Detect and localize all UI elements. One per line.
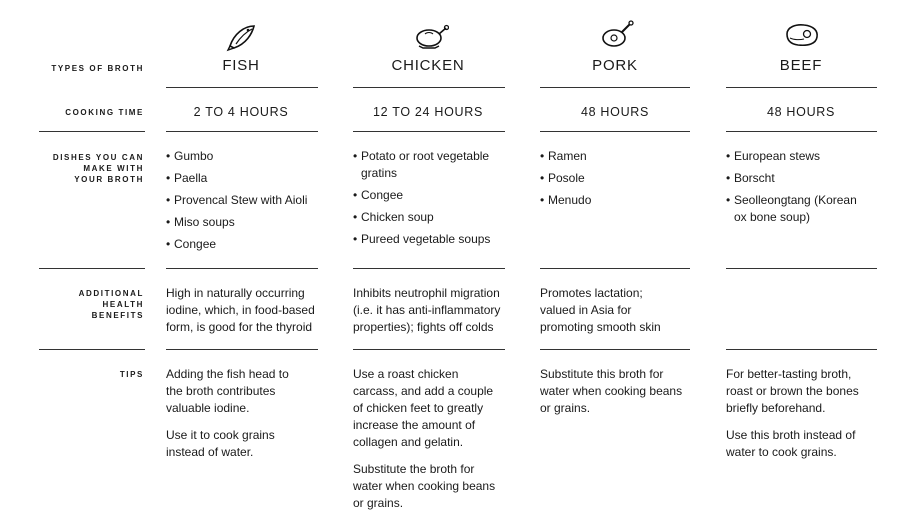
list-item: • Provencal Stew with Aioli [166,192,321,209]
cooking-time: 2 TO 4 HOURS [193,105,289,119]
row-label-cooking-time: COOKING TIME [65,108,144,117]
divider [166,349,318,350]
divider [353,131,505,132]
row-label-health [79,288,144,321]
divider [166,268,318,269]
divider [726,131,877,132]
dishes-list [166,148,321,258]
row-label-tips: TIPS [119,370,144,379]
divider [166,131,318,132]
pork-icon [600,20,634,50]
list-item: • Borscht [726,170,866,187]
list-item: • Chicken soup [353,209,503,226]
list-item: • European stews [726,148,866,165]
row-label-health-line: ADDITIONAL [78,289,144,298]
tips-text [726,366,876,471]
divider [726,349,877,350]
column-title: CHICKEN [391,57,465,74]
list-item: • Seolleongtang (Korean ox bone soup) [726,192,866,226]
cooking-time: 48 HOURS [766,105,836,119]
tip-paragraph: Substitute the broth for water when cooking beans or grains. [353,462,496,510]
divider [540,268,690,269]
list-item: • Pureed vegetable soups [353,231,503,248]
list-item: • Potato or root vegetable gratins [353,148,503,182]
tips-text [540,366,690,427]
chicken-icon [413,24,449,50]
row-label-dishes-line: DISHES YOU CAN [52,153,144,162]
divider [39,268,145,269]
row-label-health-line: BENEFITS [91,311,144,320]
divider [726,87,877,88]
divider [39,131,145,132]
health-text: Promotes lactation; valued in Asia for promoting smooth skin [540,286,661,334]
row-label-dishes-line: MAKE WITH [83,164,144,173]
tip-paragraph: Use this broth instead of water to cook grains. [726,428,856,459]
column-title: BEEF [779,57,823,74]
divider [540,87,690,88]
cooking-time: 12 TO 24 HOURS [372,105,484,119]
cooking-time: 48 HOURS [580,105,650,119]
tip-paragraph: Adding the fish head to the broth contributes valuable iodine. [166,367,289,415]
row-label-dishes [53,152,144,185]
divider [540,131,690,132]
tips-text [166,366,306,471]
row-label-dishes-line: YOUR BROTH [74,175,144,184]
divider [726,268,877,269]
divider [353,87,505,88]
list-item: • Gumbo [166,148,321,165]
divider [166,87,318,88]
tip-paragraph: For better-tasting broth, roast or brown the bones briefly beforehand. [726,367,859,415]
tip-paragraph: Use a roast chicken carcass, and add a couple of chicken feet to greatly increase the amount of collagen and gelatin. [353,367,494,449]
column-title: PORK [592,57,638,74]
divider [353,349,505,350]
list-item: • Congee [166,236,321,253]
dishes-list [540,148,695,214]
list-item: • Ramen [540,148,695,165]
divider [39,349,145,350]
divider [353,268,505,269]
list-item: • Miso soups [166,214,321,231]
column-title: FISH [222,57,260,74]
list-item: • Menudo [540,192,695,209]
list-item: • Paella [166,170,321,187]
list-item: • Congee [353,187,503,204]
beef-icon [784,22,820,48]
divider [540,349,690,350]
tip-paragraph: Use it to cook grains instead of water. [166,428,275,459]
health-text: Inhibits neutrophil migration (i.e. it has anti-inflammatory properties); fights off colds [353,286,501,334]
dishes-list [353,148,503,253]
health-text: High in naturally occurring iodine, which, in food-based form, is good for the thyroid [166,286,315,334]
row-label-health-line: HEALTH [102,300,144,309]
fish-icon [226,20,258,52]
row-label-types: TYPES OF BROTH [51,64,144,73]
tip-paragraph: Substitute this broth for water when cooking beans or grains. [540,367,683,415]
tips-text [353,366,498,522]
list-item: • Posole [540,170,695,187]
dishes-list [726,148,866,231]
